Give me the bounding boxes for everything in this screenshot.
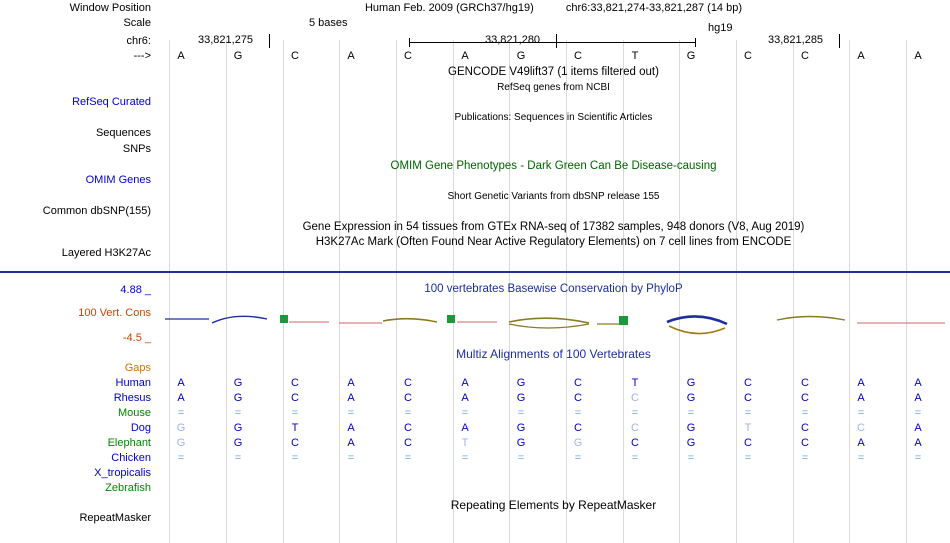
alignment-base: C [574, 377, 582, 389]
alignment-gap: = [574, 407, 582, 419]
alignment-gap: = [857, 452, 865, 464]
alignment-gap: = [631, 407, 639, 419]
alignment-gap: = [914, 407, 922, 419]
h3k27ac-track-title: H3K27Ac Mark (Often Found Near Active Regulatory Elements) on 7 cell lines from ENCODE [315, 236, 792, 248]
alignment-base: A [914, 392, 922, 404]
alignment-base: A [857, 437, 865, 449]
alignment-base: C [404, 377, 412, 389]
phylop-conservation-plot [157, 296, 950, 342]
alignment-gap: = [744, 452, 752, 464]
track-label-layered-h3k27ac[interactable]: Layered H3K27Ac [61, 247, 151, 259]
track-label-common-dbsnp[interactable]: Common dbSNP(155) [42, 205, 151, 217]
alignment-row-label-x-tropicalis[interactable]: X_tropicalis [94, 467, 151, 479]
alignment-base: A [347, 437, 355, 449]
ruler-tickmark [839, 34, 840, 48]
alignment-base: C [801, 377, 809, 389]
alignment-base: G [233, 377, 243, 389]
alignment-row-label-elephant[interactable]: Elephant [107, 437, 151, 449]
alignment-gap: = [404, 452, 412, 464]
alignment-base: A [857, 377, 865, 389]
alignment-gap: = [631, 452, 639, 464]
track-label-100-vert-cons[interactable]: 100 Vert. Cons [78, 307, 151, 319]
sequence-base: C [291, 50, 299, 62]
alignment-gap: = [687, 452, 695, 464]
track-label-repeatmasker[interactable]: RepeatMasker [79, 512, 151, 524]
alignment-row-label-chicken[interactable]: Chicken [111, 452, 151, 464]
alignment-base: G [573, 437, 583, 449]
alignment-base: G [686, 377, 696, 389]
sequence-base: C [574, 50, 582, 62]
alignment-base: T [291, 422, 299, 434]
alignment-base: G [686, 422, 696, 434]
alignment-base: A [857, 392, 865, 404]
alignment-base: G [176, 437, 186, 449]
alignment-gap: = [461, 407, 469, 419]
dbsnp-track-title: Short Genetic Variants from dbSNP release 155 [447, 191, 660, 202]
alignment-base: C [574, 392, 582, 404]
alignment-row-label-dog[interactable]: Dog [130, 422, 151, 434]
sequence-base-row [157, 50, 950, 64]
alignment-base: A [177, 392, 185, 404]
coordinate-ruler[interactable] [157, 34, 950, 50]
alignment-base: A [347, 422, 355, 434]
gtex-track-title: Gene Expression in 54 tissues from GTEx RNA-seq of 17382 samples, 948 donors (V8, Aug 2019) [302, 221, 805, 233]
ruler-tick-label: 33,821,280 [485, 34, 541, 46]
scale-text: 5 bases [309, 17, 348, 29]
alignment-base: G [233, 437, 243, 449]
alignment-base: A [347, 392, 355, 404]
alignment-row-zebrafish [157, 482, 950, 494]
alignment-base: G [686, 392, 696, 404]
sequence-base: G [516, 50, 526, 62]
alignment-row-label-gaps[interactable]: Gaps [124, 362, 151, 374]
alignment-gap: = [687, 407, 695, 419]
assembly-db-text: hg19 [708, 22, 733, 34]
alignment-row-label-rhesus[interactable]: Rhesus [113, 392, 151, 404]
alignment-base: C [291, 437, 299, 449]
alignment-gap: = [234, 452, 242, 464]
alignment-base: C [404, 422, 412, 434]
sequence-base: A [347, 50, 355, 62]
scale-label: Scale [123, 17, 151, 29]
track-display-area[interactable] [157, 0, 950, 543]
alignment-base: C [631, 392, 639, 404]
conservation-track-divider [0, 271, 950, 273]
alignment-base: C [291, 377, 299, 389]
alignment-base: G [516, 377, 526, 389]
assembly-text: Human Feb. 2009 (GRCh37/hg19) [364, 2, 534, 14]
sequence-base: A [461, 50, 469, 62]
alignment-base: T [744, 422, 752, 434]
track-label-sequences[interactable]: Sequences [95, 127, 151, 139]
ruler-tickmark [556, 34, 557, 48]
sequence-base: A [914, 50, 922, 62]
sequences-track-title: Publications: Sequences in Scientific Articles [454, 112, 653, 123]
alignment-base: C [631, 437, 639, 449]
alignment-gap: = [574, 452, 582, 464]
alignment-gap: = [347, 452, 355, 464]
alignment-base: A [347, 377, 355, 389]
alignment-base: T [461, 437, 469, 449]
alignment-base: A [461, 392, 469, 404]
alignment-base: A [914, 377, 922, 389]
ruler-tick-label: 33,821,275 [198, 34, 254, 46]
alignment-gap: = [517, 452, 525, 464]
chrom-label: chr6: [126, 35, 151, 47]
alignment-gap: = [744, 407, 752, 419]
conservation-track-title: 100 vertebrates Basewise Conservation by PhyloP [424, 283, 683, 295]
window-position-label: Window Position [69, 2, 151, 14]
alignment-gap: = [234, 407, 242, 419]
sequence-base: T [631, 50, 639, 62]
ruler-tick-label: 33,821,285 [768, 34, 824, 46]
alignment-base: C [857, 422, 865, 434]
sequence-base: C [744, 50, 752, 62]
alignment-gap: = [291, 407, 299, 419]
alignment-base: A [461, 422, 469, 434]
alignment-gap: = [404, 407, 412, 419]
ruler-tickmark [269, 34, 270, 48]
alignment-base: G [176, 422, 186, 434]
alignment-gap: = [291, 452, 299, 464]
alignment-row-x-tropicalis [157, 467, 950, 479]
alignment-base: C [801, 422, 809, 434]
gencode-track-title: GENCODE V49lift37 (1 items filtered out) [448, 66, 659, 78]
alignment-base: C [801, 437, 809, 449]
alignment-base: C [404, 392, 412, 404]
alignment-base: C [574, 422, 582, 434]
sequence-base: C [404, 50, 412, 62]
alignment-base: C [404, 437, 412, 449]
scale-row [157, 17, 950, 34]
alignment-gap: = [857, 407, 865, 419]
alignment-base: G [516, 392, 526, 404]
repeatmasker-track-title: Repeating Elements by RepeatMasker [450, 498, 657, 512]
alignment-row-label-mouse[interactable]: Mouse [117, 407, 151, 419]
omim-track-title: OMIM Gene Phenotypes - Dark Green Can Be Disease-causing [390, 160, 717, 172]
sequence-base: C [801, 50, 809, 62]
strand-label: ---> [133, 50, 151, 62]
alignment-base: C [744, 437, 752, 449]
alignment-base: T [631, 377, 639, 389]
alignment-base: C [801, 392, 809, 404]
sequence-base: A [857, 50, 865, 62]
alignment-base: C [744, 377, 752, 389]
alignment-base: G [233, 422, 243, 434]
conservation-min-value: -4.5 _ [122, 332, 151, 344]
alignment-gap: = [801, 407, 809, 419]
sequence-base: G [686, 50, 696, 62]
alignment-base: C [744, 392, 752, 404]
alignment-gap: = [177, 407, 185, 419]
alignment-base: G [516, 437, 526, 449]
alignment-base: C [631, 422, 639, 434]
multiz-track-title: Multiz Alignments of 100 Vertebrates [456, 347, 651, 361]
alignment-gap: = [801, 452, 809, 464]
track-label-refseq-curated[interactable]: RefSeq Curated [72, 96, 151, 108]
alignment-row-label-zebrafish[interactable]: Zebrafish [105, 482, 151, 494]
alignment-base: G [686, 437, 696, 449]
alignment-gap: = [914, 452, 922, 464]
alignment-base: A [914, 422, 922, 434]
alignment-base: A [461, 377, 469, 389]
track-label-omim-genes[interactable]: OMIM Genes [85, 174, 151, 186]
alignment-gap: = [347, 407, 355, 419]
alignment-base: A [177, 377, 185, 389]
alignment-row-label-human[interactable]: Human [115, 377, 151, 389]
alignment-base: C [291, 392, 299, 404]
alignment-base: G [233, 392, 243, 404]
position-text: chr6:33,821,274-33,821,287 (14 bp) [565, 2, 743, 14]
conservation-max-value: 4.88 _ [120, 284, 151, 296]
alignment-gap: = [461, 452, 469, 464]
refseq-track-title: RefSeq genes from NCBI [497, 82, 610, 93]
alignment-base: A [914, 437, 922, 449]
sequence-base: G [233, 50, 243, 62]
alignment-base: G [516, 422, 526, 434]
alignment-gap: = [517, 407, 525, 419]
alignment-gap: = [177, 452, 185, 464]
track-label-snps[interactable]: SNPs [122, 143, 151, 155]
sequence-base: A [177, 50, 185, 62]
